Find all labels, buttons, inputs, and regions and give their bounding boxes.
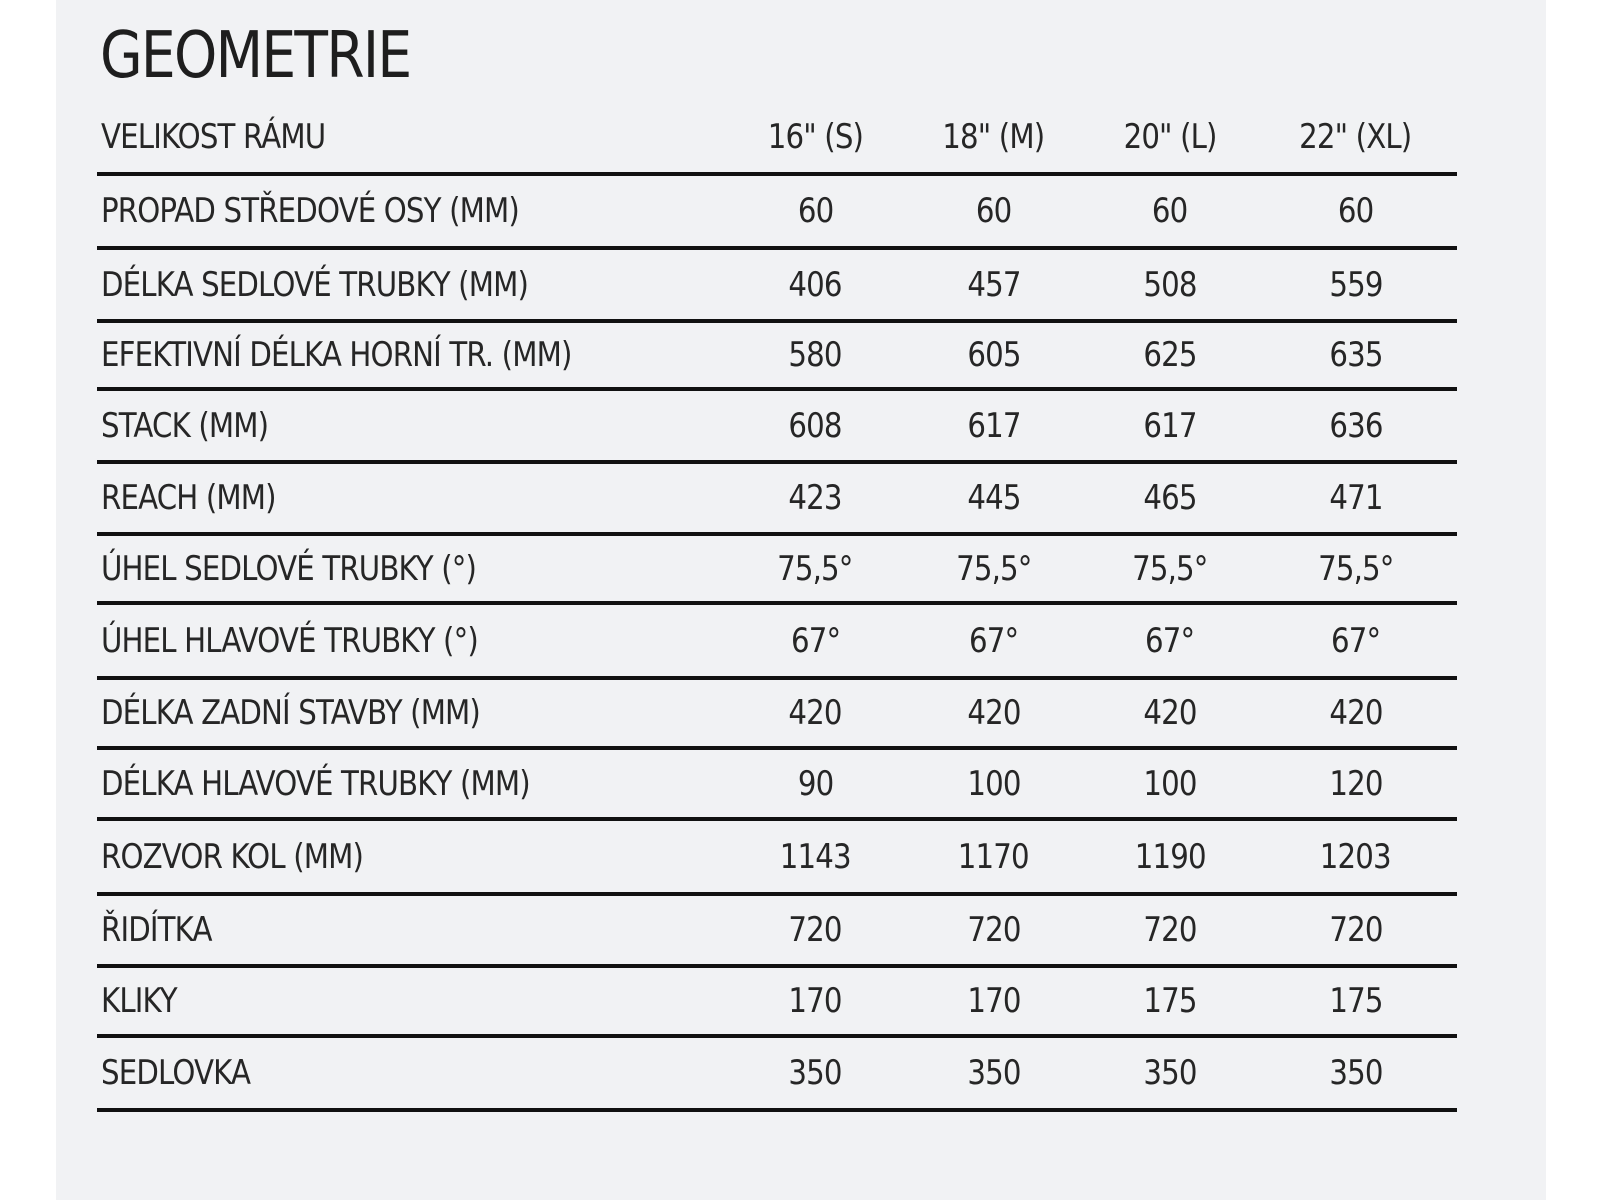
row-value: 75,5° bbox=[1317, 548, 1394, 589]
row-value: 75,5° bbox=[777, 548, 853, 589]
table-row bbox=[97, 819, 1457, 894]
row-label: KLIKY bbox=[101, 981, 177, 1021]
row-value: 170 bbox=[788, 981, 842, 1021]
row-label: SEDLOVKA bbox=[101, 1053, 251, 1093]
row-value: 120 bbox=[1328, 763, 1383, 804]
row-value: 60 bbox=[975, 191, 1012, 231]
table-row bbox=[97, 321, 1457, 389]
geometry-table bbox=[97, 102, 1457, 1112]
row-value: 420 bbox=[966, 693, 1021, 733]
row-label: PROPAD STŘEDOVÉ OSY (MM) bbox=[101, 191, 519, 231]
row-value: 471 bbox=[1328, 478, 1383, 518]
page-title: GEOMETRIE bbox=[100, 19, 411, 93]
row-value: 1203 bbox=[1320, 836, 1392, 877]
row-value: 175 bbox=[1143, 981, 1197, 1021]
row-value: 175 bbox=[1328, 981, 1383, 1021]
row-label: DÉLKA HLAVOVÉ TRUBKY (MM) bbox=[101, 763, 530, 804]
table-row bbox=[97, 894, 1457, 966]
row-value: 636 bbox=[1328, 405, 1383, 446]
row-value: 1190 bbox=[1134, 836, 1206, 877]
row-value: 90 bbox=[797, 763, 833, 804]
row-value: 350 bbox=[966, 1053, 1021, 1093]
row-value: 625 bbox=[1143, 335, 1197, 375]
row-value: 617 bbox=[966, 405, 1021, 446]
row-value: 60 bbox=[1152, 191, 1188, 231]
row-value: 350 bbox=[1328, 1053, 1383, 1093]
row-value: 423 bbox=[788, 478, 842, 518]
table-row bbox=[97, 389, 1457, 462]
table-row bbox=[97, 534, 1457, 603]
row-value: 1170 bbox=[958, 836, 1030, 877]
row-value: 75,5° bbox=[955, 548, 1032, 589]
row-value: 350 bbox=[788, 1053, 842, 1093]
row-value: 67° bbox=[1330, 620, 1381, 661]
row-value: 420 bbox=[1143, 693, 1197, 733]
row-value: 100 bbox=[1143, 763, 1197, 804]
size-header-xl: 22" (XL) bbox=[1299, 117, 1412, 157]
row-label: ÚHEL SEDLOVÉ TRUBKY (°) bbox=[101, 548, 477, 589]
row-label: REACH (MM) bbox=[101, 478, 276, 518]
table-body bbox=[97, 174, 1457, 1110]
row-label: DÉLKA ZADNÍ STAVBY (MM) bbox=[101, 693, 480, 733]
row-value: 605 bbox=[966, 335, 1021, 375]
row-value: 720 bbox=[1143, 910, 1197, 950]
row-value: 67° bbox=[1145, 620, 1195, 661]
table-row bbox=[97, 1036, 1457, 1110]
table-row bbox=[97, 748, 1457, 819]
row-value: 457 bbox=[966, 264, 1021, 305]
table-row bbox=[97, 678, 1457, 748]
row-value: 67° bbox=[790, 620, 840, 661]
row-value: 559 bbox=[1328, 264, 1383, 305]
row-label: ÚHEL HLAVOVÉ TRUBKY (°) bbox=[101, 620, 478, 661]
row-value: 720 bbox=[966, 910, 1021, 950]
row-value: 67° bbox=[968, 620, 1019, 661]
row-label: STACK (MM) bbox=[101, 405, 269, 446]
row-value: 720 bbox=[1328, 910, 1383, 950]
row-value: 720 bbox=[788, 910, 842, 950]
row-value: 100 bbox=[966, 763, 1021, 804]
row-label: DÉLKA SEDLOVÉ TRUBKY (MM) bbox=[101, 264, 529, 305]
row-value: 580 bbox=[788, 335, 842, 375]
table-row bbox=[97, 174, 1457, 248]
row-value: 350 bbox=[1143, 1053, 1197, 1093]
row-label: ROZVOR KOL (MM) bbox=[101, 836, 364, 877]
row-value: 608 bbox=[788, 405, 842, 446]
row-value: 170 bbox=[966, 981, 1021, 1021]
table-row bbox=[97, 248, 1457, 321]
row-value: 406 bbox=[788, 264, 842, 305]
row-value: 420 bbox=[1328, 693, 1383, 733]
geometry-panel bbox=[56, 0, 1546, 1200]
row-label: EFEKTIVNÍ DÉLKA HORNÍ TR. (MM) bbox=[101, 335, 572, 375]
row-value: 445 bbox=[966, 478, 1021, 518]
row-value: 617 bbox=[1143, 405, 1197, 446]
size-header-s: 16" (S) bbox=[767, 117, 863, 157]
frame-size-header: VELIKOST RÁMU bbox=[101, 117, 326, 157]
table-row bbox=[97, 966, 1457, 1036]
table-header-row bbox=[97, 102, 1457, 174]
table-row bbox=[97, 462, 1457, 534]
size-header-m: 18" (M) bbox=[942, 117, 1045, 157]
row-value: 420 bbox=[788, 693, 842, 733]
row-value: 60 bbox=[797, 191, 833, 231]
row-value: 60 bbox=[1337, 191, 1374, 231]
row-value: 508 bbox=[1143, 264, 1197, 305]
table-row bbox=[97, 603, 1457, 678]
row-label: ŘIDÍTKA bbox=[101, 910, 212, 950]
row-value: 465 bbox=[1143, 478, 1197, 518]
row-value: 1143 bbox=[779, 836, 851, 877]
row-value: 635 bbox=[1328, 335, 1383, 375]
size-header-l: 20" (L) bbox=[1123, 117, 1217, 157]
row-value: 75,5° bbox=[1132, 548, 1208, 589]
